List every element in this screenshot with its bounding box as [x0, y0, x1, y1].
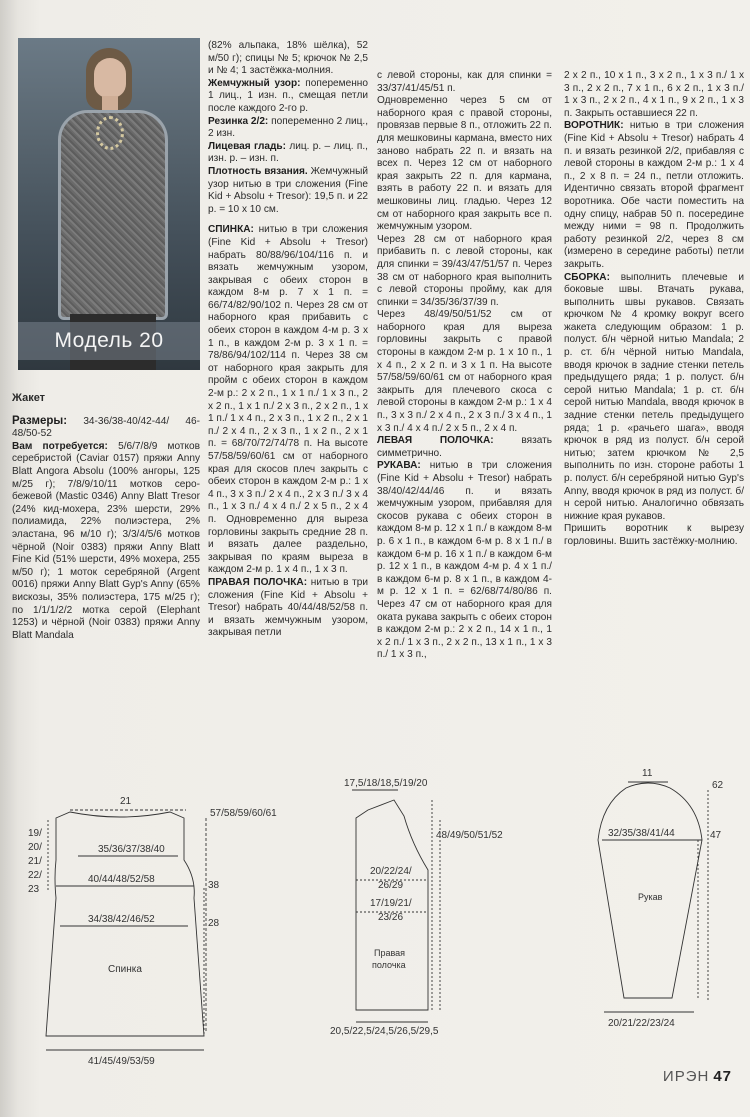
assembly-paragraph — [564, 272, 744, 524]
back-left-label-4: 22/ — [28, 870, 42, 881]
col3-paragraph-3: Через 28 см от наборного края прибавить п. с левой стороны, как для спинки = 39/43/47/51/57 п. Через 38 см от наборного края выполнить с левой стороны пройму, как для спинки = 34/35/36/37/39 п. — [377, 233, 552, 308]
pattern-diagrams — [8, 760, 750, 1070]
pearl-pattern-text: попеременно 1 лиц., 1 изн. п., смещая петли после каждого 2-го р. — [208, 77, 368, 114]
front-width-2b-label: 23/26 — [378, 912, 404, 923]
back-height-label: 57/58/59/60/61 — [210, 808, 277, 819]
article-title: Жакет — [12, 392, 46, 404]
column-1 — [12, 392, 200, 642]
rib-paragraph — [208, 116, 368, 141]
stockinette-paragraph — [208, 141, 368, 166]
back-waist-height-label: 28 — [208, 918, 220, 929]
model-face — [94, 58, 126, 98]
col3-paragraph-1: с левой стороны, как для спинки = 33/37/41/45/51 п. — [377, 70, 552, 94]
back-text: нитью в три сложения (Fine Kid + Absolu + Tresor) набрать 80/88/96/104/116 п. и вязать жемчужным узором, закрывая с обеих сторон в каждом 8-м р. 7 х 1 п. = 66/74/82/90/102 п. Через 28 см от наборного края прибавить с обеих сторон в каждом 4-м р. 3 х 1 п., в каждом 2-м р. 3 х 1 п. = 78/86/94/102/114 п. Через 38 см от наборного края закрыть для пройм с обеих сторон в каждом 2-м р.: 2 х 2 п., 1 х 1 п./ 1 х 3 п., 2 х 2 п., 1 х 1 п./ 2 х 3 п., 2 х 2 п., 1 х 1 п./ 1 х 4 п., 2 х 3 п., 1 х 2 п., 2 х 1 п./ 2 х 4 п., 2 х 3 п., 1 х 2 п., 2 х 1 п. = 68/70/72/74/78 п. На высоте 57/58/59/60/61 см от наборного края для скосов плеч закрыть с обеих сторон в каждом 2-м р.: 1 х 4 п., 3 х 3 п./ 2 х 4 п., 2 х 3 п./ 3 х 4 п., 1 х 3 п./ 4 х 4 п./ 2 х 5 п., 2 х 4 п. Одновременно для выреза горловины закрыть средние 28 п. и вязать далее раздельно, закрывая по краям выреза в каждом 2-м р. 1 х 4 п., 1 х 3 п. — [208, 224, 368, 576]
sizes-label: Размеры: — [12, 414, 68, 427]
photo-caption: Модель 20 — [18, 322, 200, 360]
back-left-label-5: 23 — [28, 884, 40, 895]
column-4 — [564, 70, 744, 549]
model-necklace — [96, 116, 124, 150]
materials-continued: (82% альпака, 18% шёлка), 52 м/50 г); спицы № 5; крючок № 2,5 и № 4; 1 застёжка-молния. — [208, 40, 368, 77]
rib-text: попеременно 2 лиц., 2 изн. — [208, 115, 368, 140]
density-text: Жемчужный узор нитью в три сложения (Fine Kid + Absolu + Tresor): 19,5 п. и 22 р. = 10 х 10 см. — [208, 165, 368, 215]
pearl-pattern-paragraph — [208, 78, 368, 116]
sleeve-outline — [598, 783, 702, 998]
column-2 — [208, 40, 368, 640]
collar-label: ВОРОТНИК: — [564, 120, 624, 132]
right-front-text: нитью в три сложения (Fine Kid + Absolu + Tresor) набрать 40/44/48/52/58 п. и вязать жемчужным узором, закрывая петли — [208, 576, 369, 639]
back-left-label-2: 20/ — [28, 842, 42, 853]
materials-label: Вам потребуется: — [12, 440, 108, 452]
back-top-label: 21 — [120, 796, 132, 807]
back-waist-label: 34/38/42/46/52 — [88, 914, 155, 925]
stockinette-text: лиц. р. – лиц. п., изн. р. – изн. п. — [208, 140, 368, 165]
sleeve-top-label: 11 — [642, 768, 653, 779]
model-photo — [18, 38, 200, 370]
collar-text: нитью в три сложения (Fine Kid + Absolu + Tresor) набрать 4 п. и вязать резинкой 2/2, прибавляя с левой стороны в каждом 2-м р.: 1 х 4 п., 2 х 8 п. = 24 п., петли отложить. Идентично связать второй фрагмент воротника. Обе части поместить на одну спицу, набрав 50 п. посередине между ними = 98 п. Продолжить работу резинкой 2/2, через 8 см (измерено в середине работы) петли закрыть. — [564, 120, 744, 270]
sleeve-bottom-label: 20/21/22/23/24 — [608, 1018, 675, 1029]
collar-paragraph — [564, 120, 744, 271]
left-front-text: вязать симметрично. — [377, 435, 552, 459]
back-paragraph — [208, 224, 368, 577]
back-piece-label: Спинка — [108, 964, 142, 975]
sizes-value: 34-36/38-40/42-44/ 46-48/50-52 — [12, 415, 200, 440]
sleeve-piece-label: Рукав — [638, 892, 663, 902]
sizes-paragraph — [12, 415, 200, 441]
sleeves-text: нитью в три сложения (Fine Kid + Absolu + Tresor) набрать 38/40/42/44/46 п. и вязать жемчужным узором, прибавляя для скосов рукава с обеих сторон в каждом 8-м р. 12 х 1 п./ в каждом 8-м р. 6 х 1 п., в каждом 6-м р. 8 х 1 п./ в каждом 6-м р. 16 х 1 п./ в каждом 6-м р. 12 х 1 п., в каждом 4-м р. 4 х 1 п./ в каждом 6-м р. 8 х 1 п., в каждом 4-м р. 12 х 1 п. = 62/68/74/80/86 п. Через 47 см от наборного края для оката рукава закрыть с обеих сторон в каждом 2-м р.: 2 х 2 п., 14 х 1 п., 1 х 2 п./ 1 х 3 п., 2 х 2 п., 13 х 1 п., 1 х 3 п./ 1 х 3 п., — [377, 460, 552, 661]
front-width-2a-label: 17/19/21/ — [370, 898, 412, 909]
right-front-label: ПРАВАЯ ПОЛОЧКА: — [208, 576, 308, 588]
back-bottom-label: 41/45/49/53/59 — [88, 1056, 155, 1067]
back-left-label-1: 19/ — [28, 828, 42, 839]
page-number: 47 — [713, 1068, 732, 1085]
front-piece-label-1: Правая — [374, 948, 406, 958]
left-front-paragraph — [377, 435, 552, 460]
sleeves-paragraph — [377, 460, 552, 662]
left-front-label: ЛЕВАЯ ПОЛОЧКА: — [377, 435, 494, 447]
assembly-label: СБОРКА: — [564, 271, 610, 283]
materials-paragraph — [12, 441, 200, 643]
front-bottom-label: 20,5/22,5/24,5/26,5/29,5 — [330, 1026, 439, 1037]
magazine-page — [8, 0, 750, 1117]
column-3 — [377, 70, 552, 662]
sleeve-cap-continued: 2 х 2 п., 10 х 1 п., 3 х 2 п., 1 х 3 п./ 1 х 3 п., 2 х 2 п., 7 х 1 п., 6 х 2 п., 1 х 3 п./ 1 х 3 п., 2 х 2 п., 4 х 1 п., 9 х 2 п., 1 х 3 п. Закрыть оставшиеся 22 п. — [564, 70, 744, 119]
front-top-label: 17,5/18/18,5/19/20 — [344, 778, 428, 789]
sleeves-label: РУКАВА: — [377, 460, 421, 472]
back-armhole-label: 38 — [208, 880, 220, 891]
right-front-paragraph — [208, 577, 368, 640]
back-left-label-3: 21/ — [28, 856, 42, 867]
sleeve-cap-height-label: 47 — [710, 830, 722, 841]
final-paragraph: Пришить воротник к вырезу горловины. Вшить застёжку-молнию. — [564, 523, 744, 547]
stockinette-label: Лицевая гладь: — [208, 140, 286, 152]
front-piece-label-2: полочка — [372, 960, 406, 970]
sleeve-width-label: 32/35/38/41/44 — [608, 828, 675, 839]
materials-text: 5/6/7/8/9 мотков серебристой (Caviar 0157) пряжи Anny Blatt Angora Absolu (100% ангоры, 125 м/25 г); 7/8/9/10/11 мотков серо-бежевой (Mastic 0346) Anny Blatt Tresor (24% кид-мохера, 23% шерсти, 29% полиамида, 22% полиэстера, 2% эластана, 96 м/10 г); 3/3/4/5/6 мотков чёрной (Noir 0383) пряжи Anny Blatt Fine Kid (51% шерсти, 49% мохера, 255 м/50 г); 1 моток серебряной (Argent 0016) пряжи Anny Blatt Gyp's Anny (65% вискозы, 35% полиэстера, 175 м/25 г); по 1/1/1/2/2 мотка серой (Elephant 1253) и чёрной (Noir 0383) пряжи Anny Blatt Mandala — [12, 440, 200, 641]
back-label: СПИНКА: — [208, 224, 254, 236]
pearl-pattern-label: Жемчужный узор: — [208, 77, 301, 89]
col3-paragraph-4: Через 48/49/50/51/52 см от наборного края для выреза горловины закрыть с правой стороны в каждом 2-м р. 1 х 10 п., 1 х 4 п., 2 х 2 п. и 3 х 1 п. На высоте 57/58/59/60/61 см от наборного края закрыть для плечевого скоса с левой стороны в каждом 2-м р.: 1 х 4 п., 3 х 3 п./ 2 х 4 п., 2 х 3 п./ 3 х 4 п., 1 х 3 п./ 4 х 4 п./ 2 х 5 п., 2 х 4 п. — [377, 309, 552, 434]
col3-paragraph-2: Одновременно через 5 см от наборного края с правой стороны, провязав первые 8 п., отложить 22 п. для мешковины кармана, вместо них заново набрать 22 п. и вязать на всех п. Через 12 см от наборного края закрыть 22 п. для кармана, взять в работу 22 п. и вязать для мешковины лиц. гладью. Через 12 см от наборного края закрыть все п. жемчужным узором. — [377, 95, 552, 233]
density-paragraph — [208, 166, 368, 216]
assembly-text: выполнить плечевые и боковые швы. Втачать рукава, выполнить швы рукавов. Связать крючком № 4 кромку вокруг всего жакета следующим образом: 1 р. полуст. б/н чёрной нитью Mandala; 2 р. ст. б/н чёрной нитью Mandala, вводя крючок в задние стенки петель предыдущего ряда; 1 р. полуст. б/н серой нитью Mandala; 1 р. ст. б/н серой нитью Mandala, вводя крючок в задние стенки петель предыдущего ряда; 1 р. «рачьего шага», вводя крючок в ряд из полуст. б/н серой нитью; затем крючком № 2,5 выполнить по изн. стороне работы 1 р. полуст. б/н серебряной нитью Gyp's Anny, вводя крючок в ряд из полуст. б/н серой нитью. Аналогично обвязать нижние края рукавов. — [564, 271, 744, 522]
page-footer — [663, 1068, 732, 1085]
pattern-diagrams-svg — [8, 760, 750, 1070]
back-shoulder-label: 35/36/37/38/40 — [98, 844, 165, 855]
magazine-brand: ИРЭН — [662, 1068, 710, 1085]
sleeve-height-label: 62 — [712, 780, 724, 791]
rib-label: Резинка 2/2: — [208, 115, 269, 127]
front-width-1b-label: 26/29 — [378, 880, 404, 891]
back-chest-label: 40/44/48/52/58 — [88, 874, 155, 885]
front-width-1a-label: 20/22/24/ — [370, 866, 412, 877]
front-neck-height-label: 48/49/50/51/52 — [436, 830, 503, 841]
density-label: Плотность вязания. — [208, 165, 308, 177]
